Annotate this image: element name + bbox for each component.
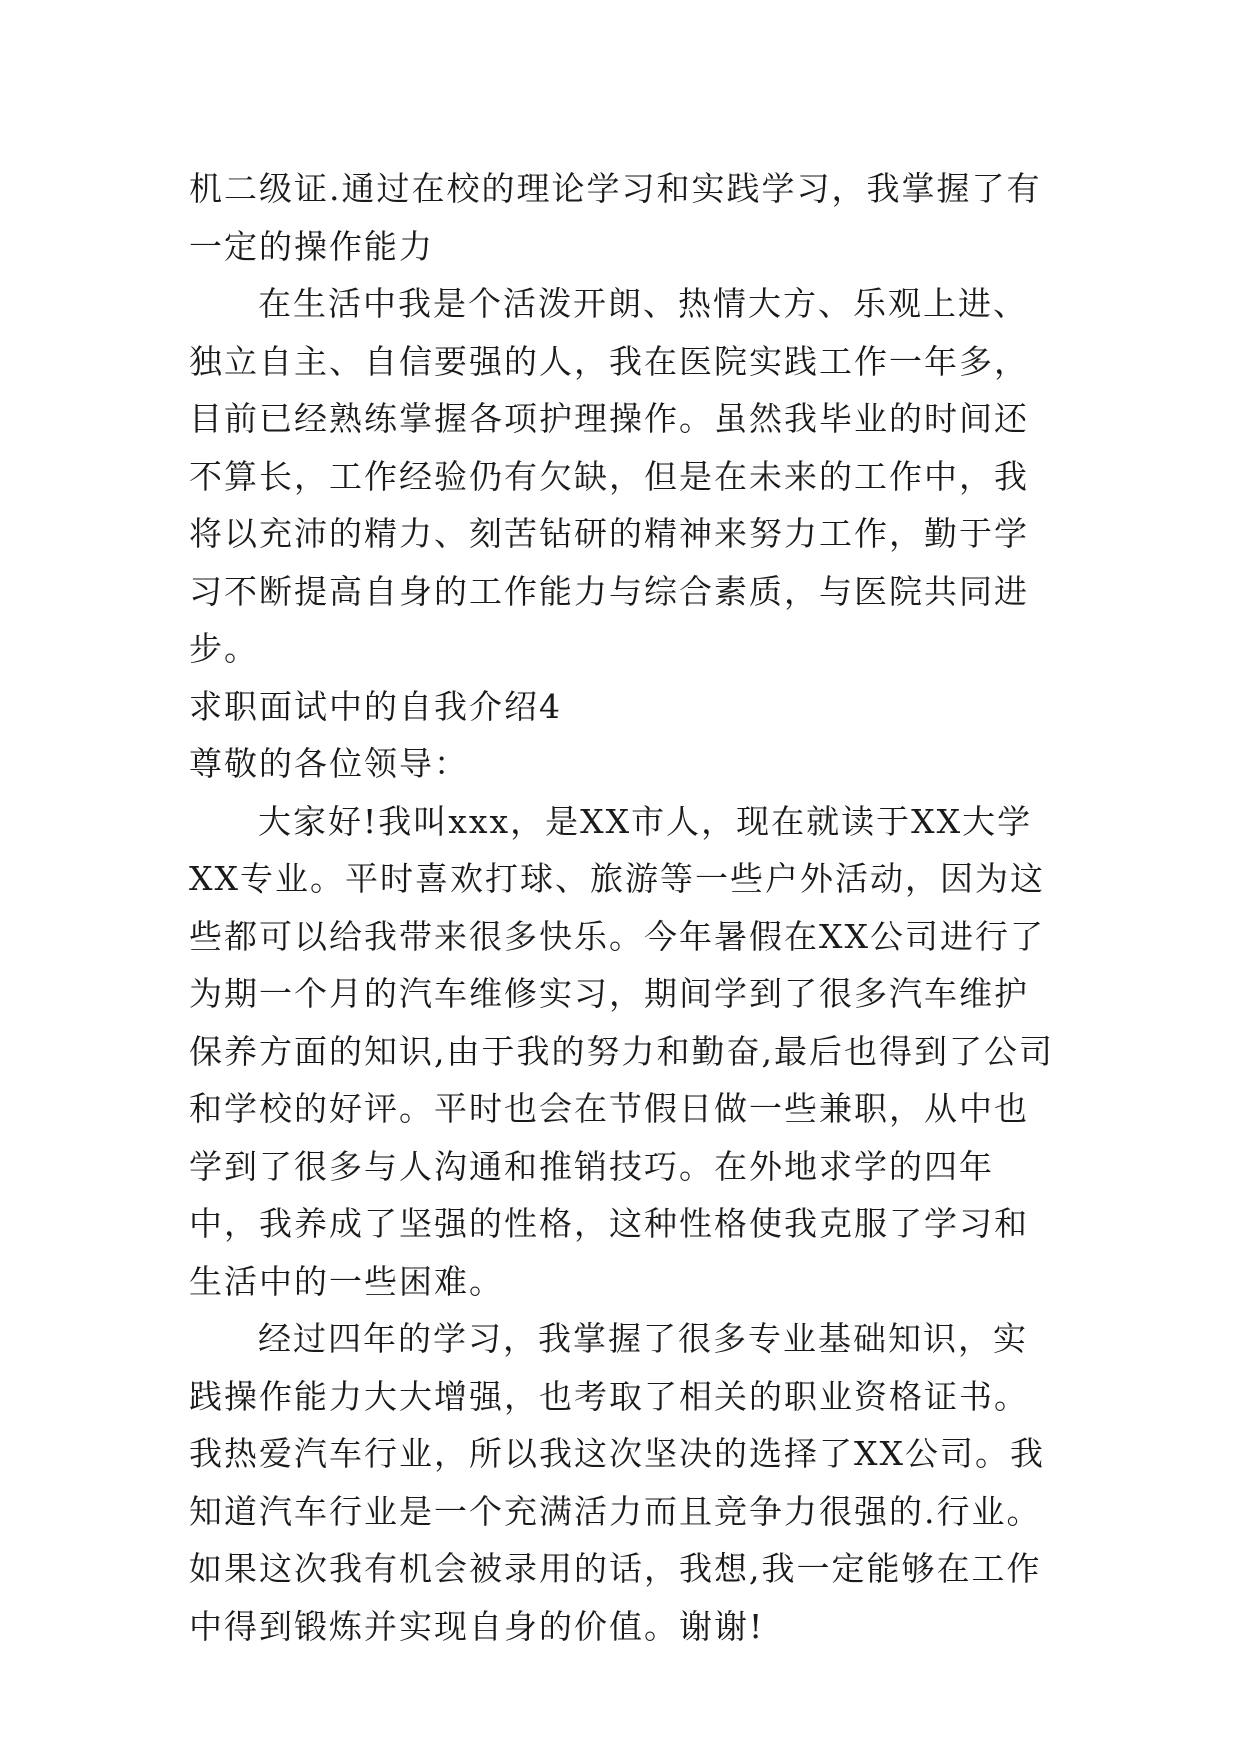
paragraph-continuation: 机二级证.通过在校的理论学习和实践学习，我掌握了有一定的操作能力: [189, 169, 1042, 266]
paragraph-personality: 在生活中我是个活泼开朗、热情大方、乐观上进、独立自主、自信要强的人，我在医院实践工作一年多，目前已经熟练掌握各项护理操作。虽然我毕业的时间还不算长，工作经验仍有欠缺，但是在未来的工作中，我将以充沛的精力、刻苦钻研的精神来努力工作，勤于学习不断提高自身的工作能力与综合素质，与医院共同进步。: [189, 284, 1029, 668]
salutation: 尊敬的各位领导：: [189, 744, 469, 783]
document-body: [189, 160, 1059, 1655]
paragraph-closing: 经过四年的学习，我掌握了很多专业基础知识，实践操作能力大大增强，也考取了相关的职业资格证书。我热爱汽车行业，所以我这次坚决的选择了XX公司。我知道汽车行业是一个充满活力而且竞争力很强的.行业。如果这次我有机会被录用的话，我想,我一定能够在工作中得到锻炼并实现自身的价值。谢谢!: [189, 1319, 1045, 1646]
paragraph-introduction: 大家好!我叫xxx，是XX市人，现在就读于XX大学XX专业。平时喜欢打球、旅游等一些户外活动，因为这些都可以给我带来很多快乐。今年暑假在XX公司进行了为期一个月的汽车维修实习，期间学到了很多汽车维护保养方面的知识,由于我的努力和勤奋,最后也得到了公司和学校的好评。平时也会在节假日做一些兼职，从中也学到了很多与人沟通和推销技巧。在外地求学的四年中，我养成了坚强的性格，这种性格使我克服了学习和生活中的一些困难。: [189, 801, 1054, 1301]
section-heading: 求职面试中的自我介绍4: [189, 686, 562, 726]
